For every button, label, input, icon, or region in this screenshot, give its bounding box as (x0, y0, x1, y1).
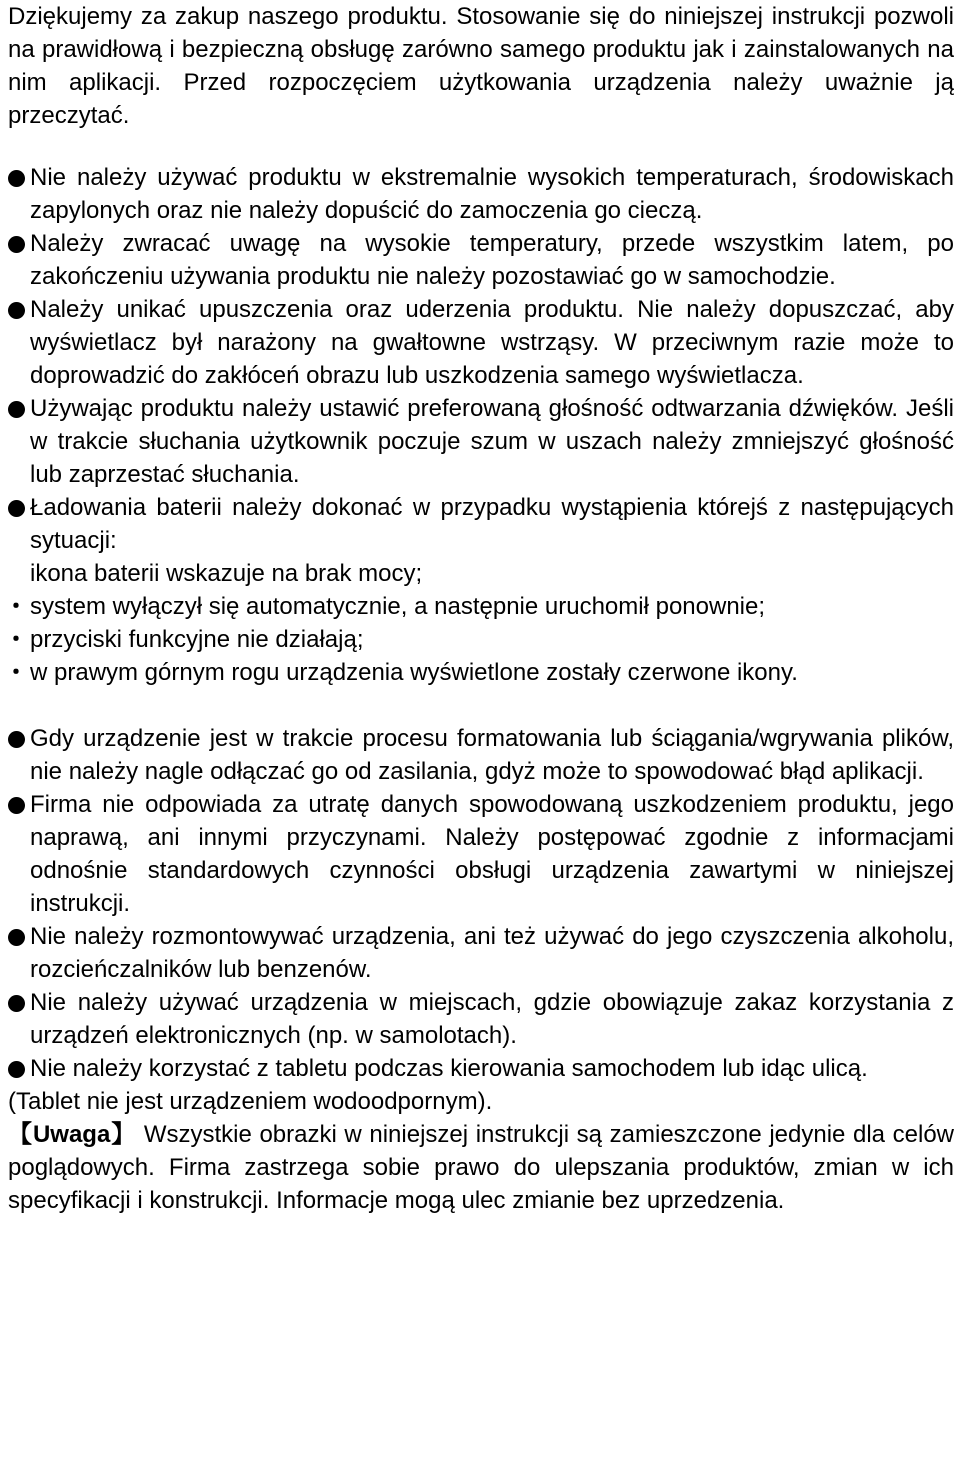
bullet-dot-icon (8, 236, 25, 253)
safety-list-a (8, 161, 954, 557)
sub-bullet-mark: ･ (10, 593, 22, 620)
list-item (8, 722, 954, 788)
bullet-dot-icon (8, 401, 25, 418)
sub-list-item-text: w prawym górnym rogu urządzenia wyświetlone zostały czerwone ikony. (30, 659, 798, 686)
bullet-dot-icon (8, 995, 25, 1012)
list-item (8, 227, 954, 293)
list-item (8, 986, 954, 1052)
list-item-text: Gdy urządzenie jest w trakcie procesu formatowania lub ściągania/wgrywania plików, nie należy nagle odłączać go od zasilania, gdyż może to spowodować błąd aplikacji. (30, 725, 954, 785)
list-item-text: Nie należy używać urządzenia w miejscach, gdzie obowiązuje zakaz korzystania z urządzeń elektronicznych (np. w samolotach). (30, 989, 954, 1049)
intro-paragraph (8, 0, 954, 132)
battery-condition-line: ikona baterii wskazuje na brak mocy; (30, 560, 423, 587)
sub-list-item-text: system wyłączył się automatycznie, a następnie uruchomił ponownie; (30, 593, 766, 620)
note-tag: 【Uwaga】 (8, 1121, 137, 1148)
list-item-text: Używając produktu należy ustawić preferowaną głośność odtwarzania dźwięków. Jeśli w trakcie słuchania użytkownik poczuje szum w uszach należy zmniejszyć głośność lub zaprzestać słuchania. (30, 395, 954, 488)
sub-bullet-mark: ･ (10, 626, 22, 653)
list-item (8, 1052, 954, 1085)
bullet-dot-icon (8, 1061, 25, 1078)
bullet-dot-icon (8, 500, 25, 517)
list-item-text: Nie należy używać produktu w ekstremalnie wysokich temperaturach, środowiskach zapylonych oraz nie należy dopuścić do zamoczenia go cieczą. (30, 164, 954, 224)
sub-list-item (8, 590, 954, 623)
list-item (8, 392, 954, 491)
spacer (8, 689, 954, 722)
list-item (8, 293, 954, 392)
sub-bullet-mark: ･ (10, 659, 22, 686)
list-item-text: Nie należy rozmontowywać urządzenia, ani też używać do jego czyszczenia alkoholu, rozcieńczalników lub benzenów. (30, 923, 954, 983)
list-item (8, 491, 954, 557)
sub-list-item (8, 656, 954, 689)
safety-list-b (8, 722, 954, 1085)
spacer (8, 132, 954, 161)
bullet-dot-icon (8, 170, 25, 187)
list-item-text: Ładowania baterii należy dokonać w przypadku wystąpienia którejś z następujących sytuacji: (30, 494, 954, 554)
bullet-dot-icon (8, 797, 25, 814)
waterproof-note: (Tablet nie jest urządzeniem wodoodpornym). (8, 1088, 493, 1115)
list-item-text: Należy unikać upuszczenia oraz uderzenia produktu. Nie należy dopuszczać, aby wyświetlacz był narażony na gwałtowne wstrząsy. W przeciwnym razie może to doprowadzić do zakłóceń obrazu lub uszkodzenia samego wyświetlacza. (30, 296, 954, 389)
note-text: Wszystkie obrazki w niniejszej instrukcji są zamieszczone jedynie dla celów poglądowych. Firma zastrzega sobie prawo do ulepszania produktów, zmian w ich specyfikacji i konstrukcji. Informacje mogą ulec zmianie bez uprzedzenia. (8, 1121, 954, 1214)
bullet-dot-icon (8, 302, 25, 319)
sub-list-item-text: przyciski funkcyjne nie działają; (30, 626, 364, 653)
list-item-text: Należy zwracać uwagę na wysokie temperatury, przede wszystkim latem, po zakończeniu używania produktu nie należy pozostawiać go w samochodzie. (30, 230, 954, 290)
sub-list-item (8, 623, 954, 656)
intro-text: Dziękujemy za zakup naszego produktu. Stosowanie się do niniejszej instrukcji pozwoli na prawidłową i bezpieczną obsługę zarówno samego produktu jak i zainstalowanych na nim aplikacji. Przed rozpoczęciem użytkowania urządzenia należy uważnie ją przeczytać. (8, 3, 954, 129)
list-item (8, 788, 954, 920)
disclaimer-note (8, 1118, 954, 1217)
list-item (8, 161, 954, 227)
bullet-dot-icon (8, 929, 25, 946)
list-item (8, 920, 954, 986)
list-item-text: Nie należy korzystać z tabletu podczas kierowania samochodem lub idąc ulicą. (30, 1055, 868, 1082)
bullet-dot-icon (8, 731, 25, 748)
list-item-text: Firma nie odpowiada za utratę danych spowodowaną uszkodzeniem produktu, jego naprawą, ani innymi przyczynami. Należy postępować zgodnie z informacjami odnośnie standardowych czynności obsługi urządzenia zawartymi w niniejszej instrukcji. (30, 791, 954, 917)
